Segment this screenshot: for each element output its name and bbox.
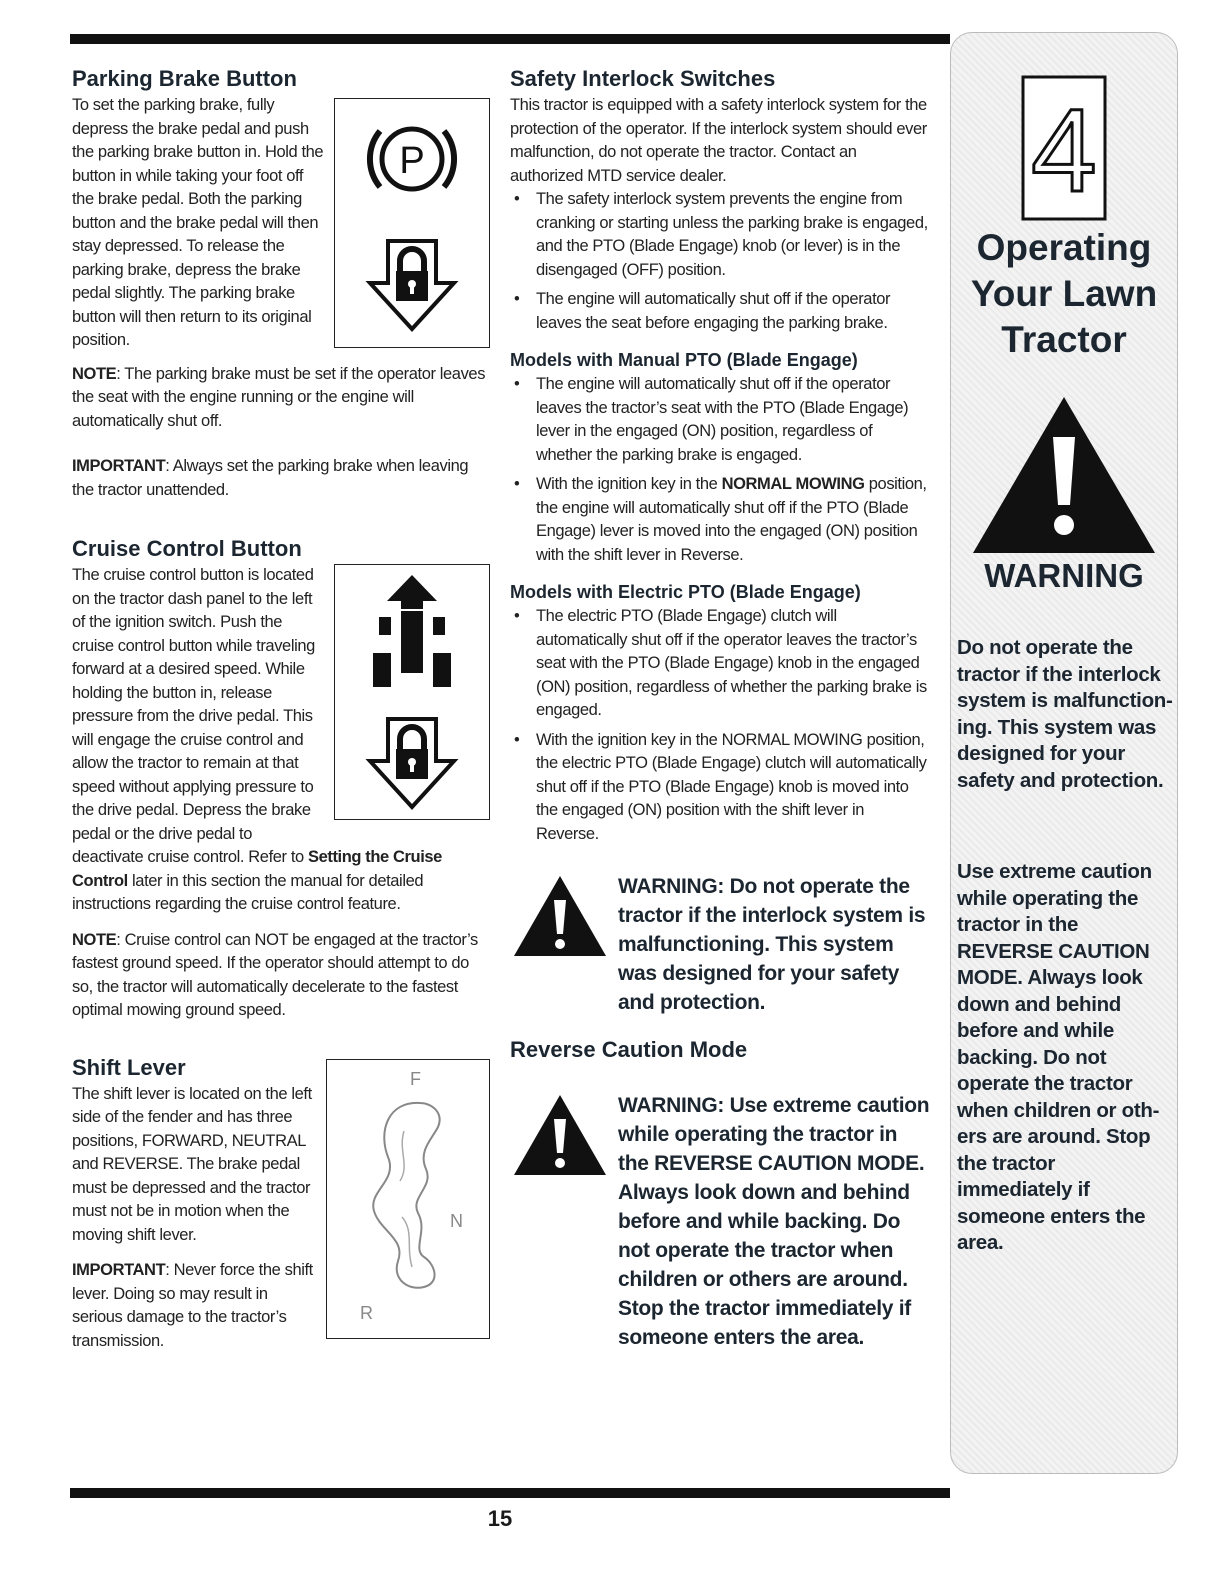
parking-brake-body: To set the parking brake, fully depress the brake pedal and push the parking brake button in. Hold the button in while taking your foot off the brake pedal. Both the parking button and the brake pedal will then stay depressed. To release the parking brake, depress the brake pedal slightly. The parking brake button will then return to its original position. <box>72 96 324 349</box>
interlock-bullets <box>510 188 930 335</box>
cruise-note <box>72 929 490 1023</box>
cruise-control-heading: Cruise Control Button <box>72 536 302 561</box>
interlock-body: This tractor is equipped with a safety interlock system for the protection of the operator. If the interlock system should ever malfunction, do not operate the tractor. Contact an authorized MTD service dealer. <box>510 96 927 185</box>
warning-triangle-icon <box>510 872 610 960</box>
bullet-bold-text: NORMAL MOWING <box>721 475 865 493</box>
manual-pto-bullets <box>510 373 930 567</box>
note-label: NOTE <box>72 364 117 383</box>
chapter-title <box>951 225 1177 363</box>
note-text: : Cruise control can NOT be engaged at the tractor’s fastest ground speed. If the operator should attempt to do so, the tractor will automatically decelerate to the fastest optimal mowing ground speed. <box>72 930 478 1019</box>
bottom-rule <box>70 1488 950 1498</box>
reverse-warning-text: WARNING: Use extreme caution while operating the tractor in the REVERSE CAUTION MODE. Always look down and behind before and while backing. Do not operate the tractor when children or others are around. Stop the tractor immediately if someone enters the area. <box>618 1094 930 1349</box>
svg-text:P: P <box>399 140 425 182</box>
interlock-heading: Safety Interlock Switches <box>510 66 776 91</box>
cruise-control-figure <box>334 564 490 820</box>
reverse-caution-heading: Reverse Caution Mode <box>510 1037 748 1062</box>
bullet-text: With the ignition key in the <box>536 475 722 493</box>
reverse-warning <box>510 1091 930 1352</box>
list-item: • The engine will automatically shut off if the operator leaves the seat before engaging the parking brake. <box>510 288 930 335</box>
interlock-warning <box>510 872 930 1017</box>
important-label: IMPORTANT <box>72 457 166 475</box>
tractor-forward-icon <box>367 573 457 695</box>
middle-column <box>510 66 930 1352</box>
parking-note <box>72 363 490 434</box>
cruise-control-section <box>72 564 490 917</box>
sidebar-warning-label: WARNING <box>984 557 1144 594</box>
list-item: • With the ignition key in the NORMAL MOWING position, the electric PTO (Blade Engage) clutch will automatically shut off if the PTO (Blade Engage) knob is moved into the engaged (ON) position with the shift lever in Reverse. <box>510 729 930 847</box>
list-item: • The electric PTO (Blade Engage) clutch will automatically shut off if the operator leaves the tractor’s seat with the PTO (Blade Engage) knob in the engaged (ON) position, regardless of whether the parking brake is engaged. <box>510 605 930 723</box>
parking-important <box>72 455 490 502</box>
list-item <box>510 473 930 567</box>
cruise-lock-arrow-icon <box>362 711 462 811</box>
gate-label-forward: F <box>410 1068 421 1089</box>
chapter-title-line: Operating <box>976 227 1152 268</box>
note-text: : The parking brake must be set if the operator leaves the seat with the engine running or the engine will automatically shut off. <box>72 364 486 430</box>
cruise-body-text: The cruise control button is located on the tractor dash panel to the left of the ignition switch. Push the cruise control button while traveling forward at a desired speed. While holding the button in, release pressure from the drive pedal. This will engage the cruise control and allow the tractor to remain at that speed without applying pressure to the drive pedal. Depress the brake pedal or the drive pedal to deactivate cruise control. Refer to <box>72 566 315 866</box>
cruise-body-after: later in this section the manual for detailed instructions regarding the cruise control feature. <box>72 871 424 913</box>
sidebar-interlock-text: Do not operate the tractor if the interlock system is malfunction-ing. This system was designed for your safety and protection. <box>957 636 1173 792</box>
parking-brake-heading: Parking Brake Button <box>72 66 297 91</box>
parking-brake-figure <box>334 98 490 348</box>
important-text: : Never force the shift lever. Doing so may result in serious damage to the tractor’s transmission. <box>72 1261 313 1350</box>
list-item: • The safety interlock system prevents the engine from cranking or starting unless the parking brake is engaged, and the PTO (Blade Engage) knob (or lever) is in the disengaged (OFF) position. <box>510 188 930 282</box>
shift-lever-heading: Shift Lever <box>72 1054 186 1080</box>
chapter-title-line: Your Lawn <box>970 273 1158 314</box>
sidebar-warning-icon <box>969 393 1159 557</box>
interlock-warning-text: WARNING: Do not operate the tractor if the interlock system is malfunctioning. This system was designed for your safety and protection. <box>618 875 926 1014</box>
chapter-sidebar <box>950 32 1178 1474</box>
gate-label-neutral: N <box>450 1210 463 1231</box>
list-item: • The engine will automatically shut off if the operator leaves the tractor’s seat with the PTO (Blade Engage) lever in the engaged (ON) position, regardless of whether the parking brake is engaged. <box>510 373 930 467</box>
brake-lock-arrow-icon <box>362 233 462 333</box>
shift-lever-section <box>72 1068 490 1354</box>
electric-pto-bullets <box>510 605 930 846</box>
page-number: 15 <box>487 1506 513 1531</box>
manual-pto-heading: Models with Manual PTO (Blade Engage) <box>510 350 858 370</box>
electric-pto-heading: Models with Electric PTO (Blade Engage) <box>510 582 861 602</box>
note-label: NOTE <box>72 930 117 949</box>
cruise-link-text: Setting the Cruise Control <box>72 848 442 890</box>
parking-brake-symbol-icon <box>362 113 462 205</box>
left-column <box>72 66 490 1353</box>
top-rule <box>70 34 950 44</box>
shift-lever-body: The shift lever is located on the left side of the fender and has three positions, FORWARD, NEUTRAL and REVERSE. The brake pedal must be depressed and the tractor must not be in motion when the moving shift lever. <box>72 1084 312 1244</box>
warning-triangle-icon <box>510 1091 610 1179</box>
sidebar-reverse-text: Use extreme caution while operating the tractor in the REVERSE CAUTION MODE. Always look down and behind before and while backing. Do not operate the tractor when children or oth-ers are around. Stop the tractor immediately if someone enters the area. <box>957 860 1160 1254</box>
parking-brake-section <box>72 94 490 353</box>
chapter-number-box <box>1021 75 1107 221</box>
important-label: IMPORTANT <box>72 1261 166 1279</box>
bullet-text: position, the engine will automatically shut off if the PTO (Blade Engage) lever is moved into the engaged (ON) position with the shift lever in Reverse. <box>536 475 927 564</box>
chapter-number: 4 <box>1031 85 1097 217</box>
important-text: : Always set the parking brake when leaving the tractor unattended. <box>72 457 469 499</box>
shift-gate-icon <box>328 1061 488 1337</box>
gate-label-reverse: R <box>360 1302 373 1323</box>
shift-lever-figure <box>326 1059 490 1339</box>
chapter-title-line: Tractor <box>1001 319 1127 360</box>
